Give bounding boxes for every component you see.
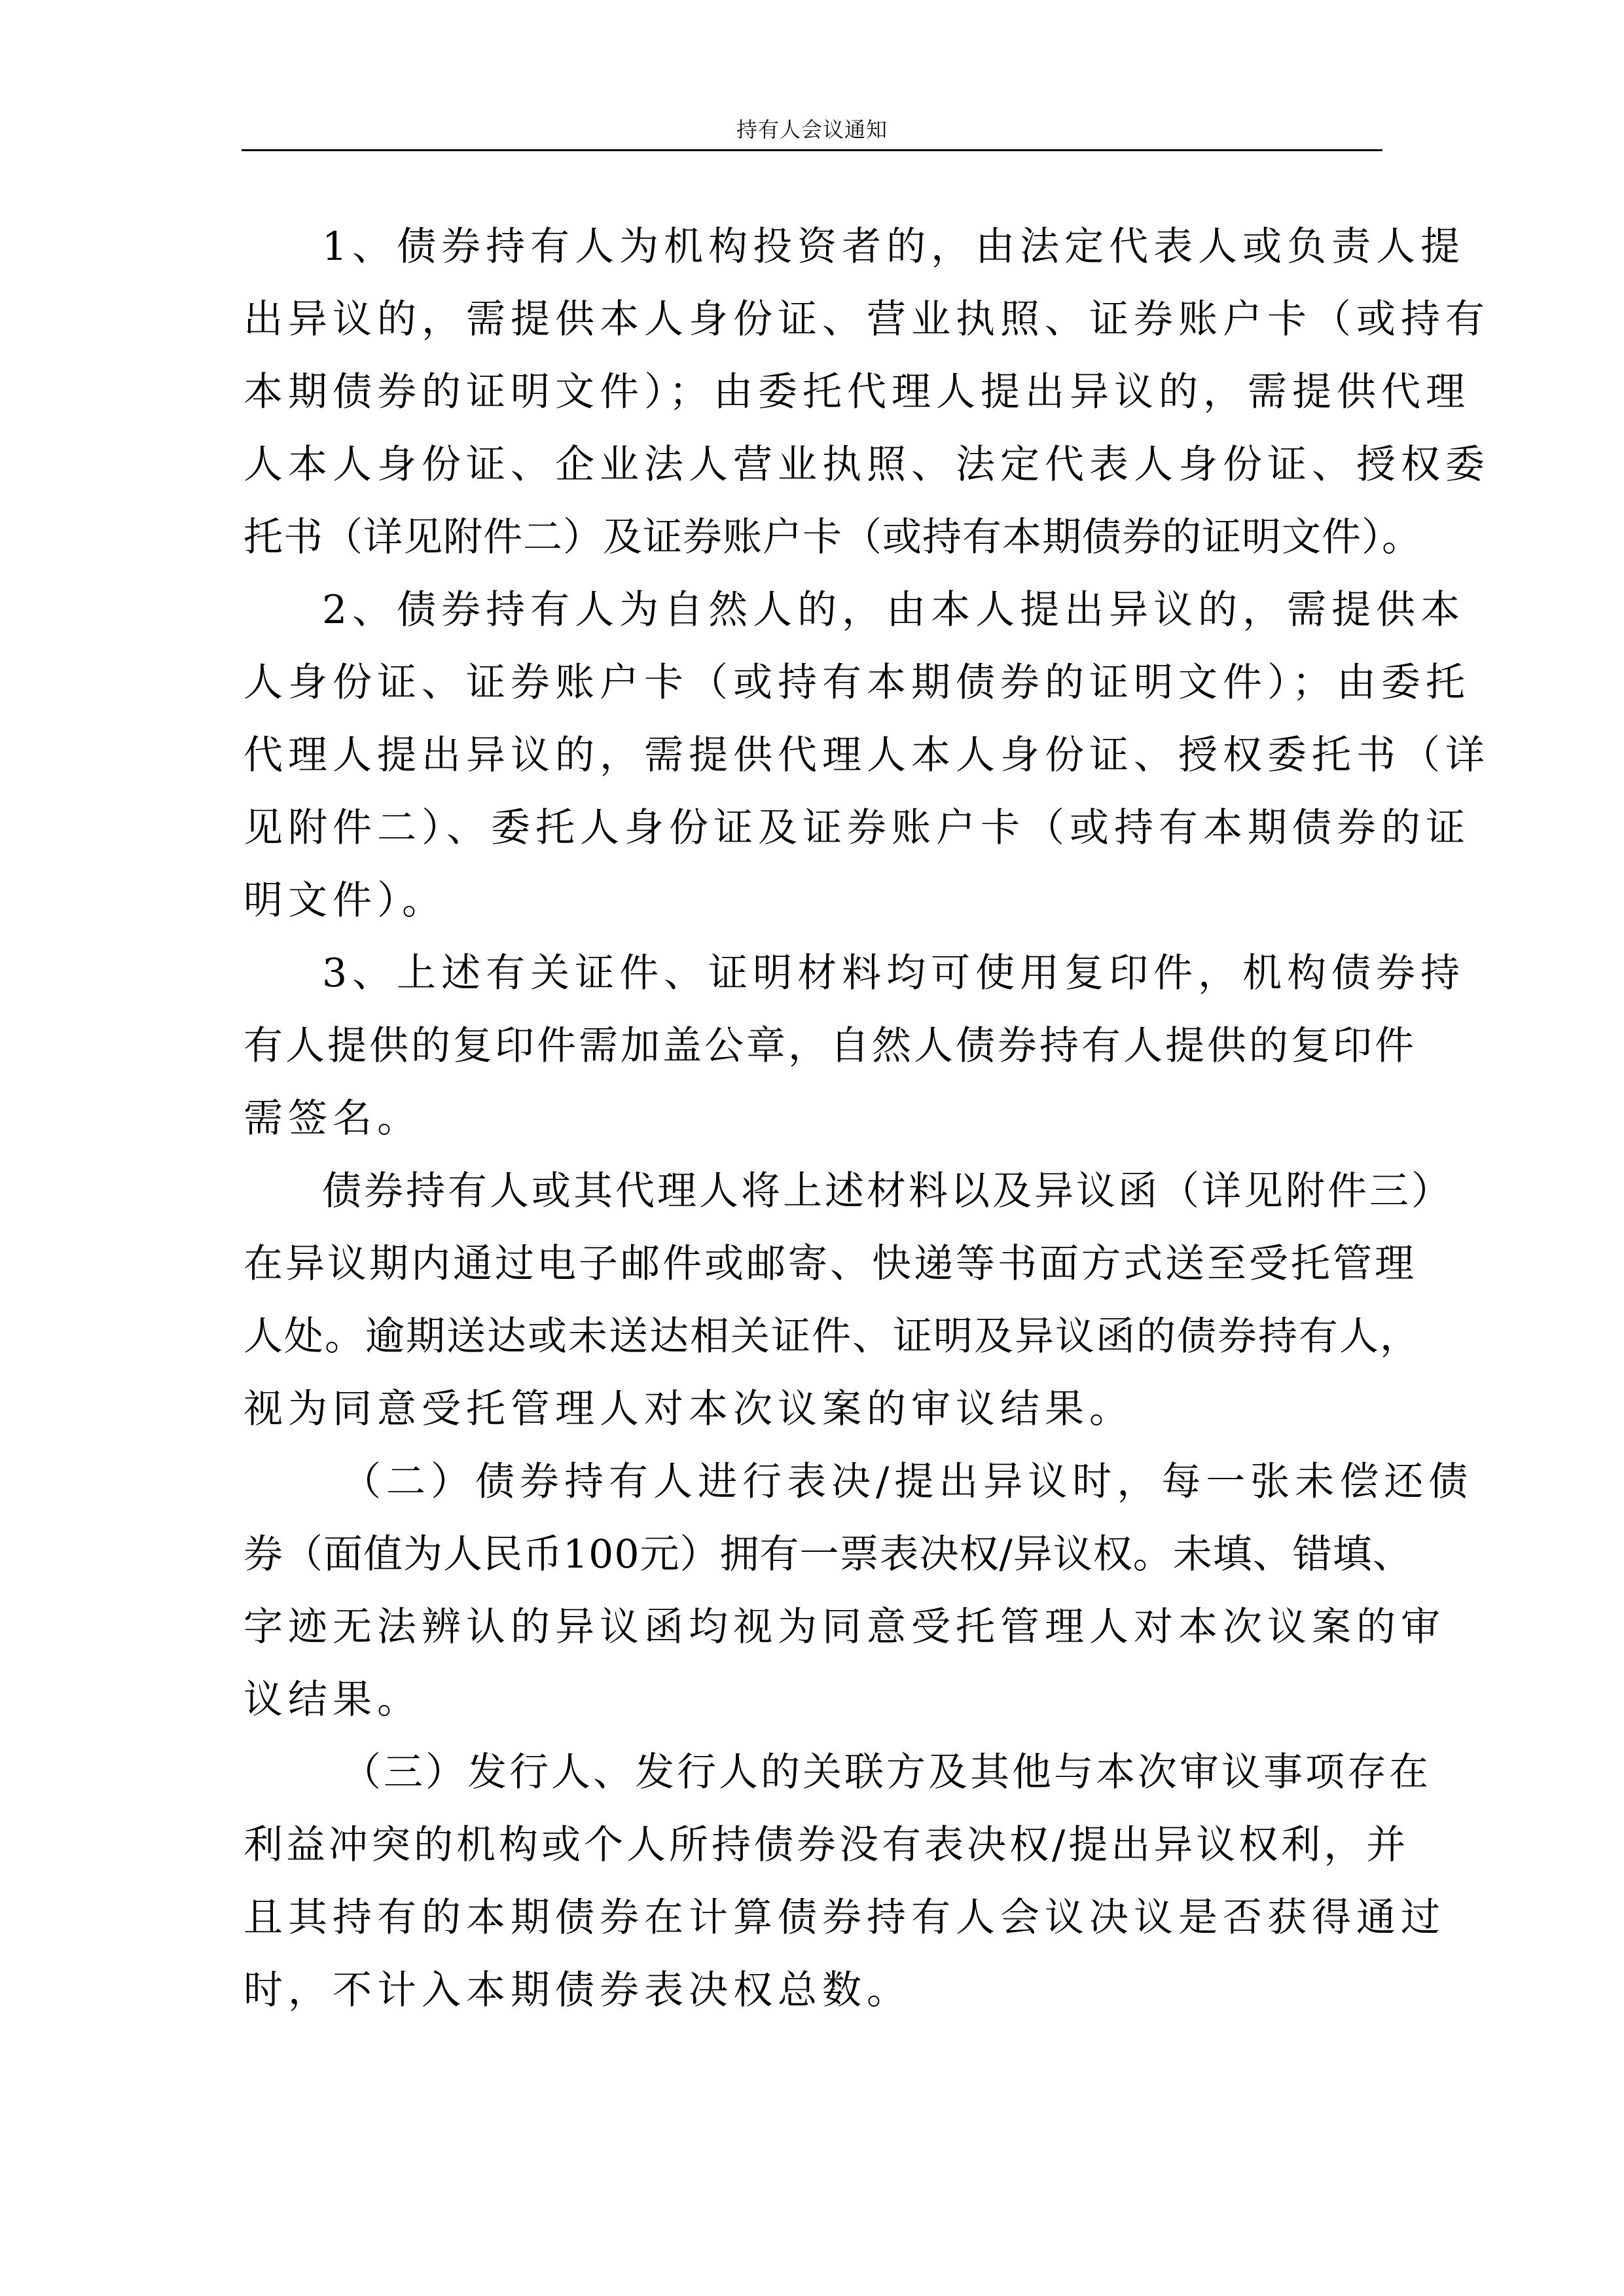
text-line: 有人提供的复印件需加盖公章，自然人债券持有人提供的复印件 xyxy=(244,1023,1416,1069)
text-line: 字迹无法辨认的异议函均视为同意受托管理人对本次议案的审 xyxy=(244,1604,1445,1650)
text-line: 人身份证、证券账户卡（或持有本期债券的证明文件）；由委托 xyxy=(244,660,1470,706)
text-line: 代理人提出异议的，需提供代理人本人身份证、授权委托书（详 xyxy=(244,732,1490,778)
text-line: 人处。逾期送达或未送达相关证件、证明及异议函的债券持有人， xyxy=(244,1314,1420,1359)
text-line: 明文件）。 xyxy=(244,878,446,924)
text-line: 1、债券持有人为机构投资者的，由法定代表人或负责人提 xyxy=(322,224,1466,270)
text-line: 人本人身份证、企业法人营业执照、法定代表人身份证、授权委 xyxy=(244,442,1490,488)
paragraph-item-3 xyxy=(244,937,1466,1155)
header-divider xyxy=(242,149,1382,151)
text-line: 时，不计入本期债券表决权总数。 xyxy=(244,1967,911,2013)
text-line: 在异议期内通过电子邮件或邮寄、快递等书面方式送至受托管理 xyxy=(244,1241,1416,1287)
paragraph-section-2 xyxy=(244,1446,1473,1736)
page-header xyxy=(242,115,1382,153)
text-line: 2、债券持有人为自然人的，由本人提出异议的，需提供本 xyxy=(322,587,1466,633)
paragraph-item-1 xyxy=(244,211,1490,574)
text-line: （二）债券持有人进行表决/提出异议时，每一张未偿还债 xyxy=(342,1459,1473,1505)
text-line: 需签名。 xyxy=(244,1096,422,1141)
text-line: 利益冲突的机构或个人所持债券没有表决权/提出异议权利，并 xyxy=(244,1822,1409,1868)
text-line: 议结果。 xyxy=(244,1677,422,1723)
text-line: 券（面值为人民币100元）拥有一票表决权/异议权。未填、错填、 xyxy=(244,1532,1413,1577)
paragraph-submission xyxy=(244,1155,1453,1446)
text-line: 债券持有人或其代理人将上述材料以及异议函（详见附件三） xyxy=(322,1168,1453,1214)
text-line: 且其持有的本期债券在计算债券持有人会议决议是否获得通过 xyxy=(244,1895,1445,1941)
text-line: 见附件二）、委托人身份证及证券账户卡（或持有本期债券的证 xyxy=(244,805,1470,851)
document-body xyxy=(244,211,1490,2027)
paragraph-item-2 xyxy=(244,574,1490,937)
text-line: 视为同意受托管理人对本次议案的审议结果。 xyxy=(244,1386,1134,1432)
text-line: （三）发行人、发行人的关联方及其他与本次审议事项存在 xyxy=(342,1749,1431,1795)
text-line: 3、上述有关证件、证明材料均可使用复印件，机构债券持 xyxy=(322,950,1466,996)
text-line: 出异议的，需提供本人身份证、营业执照、证券账户卡（或持有 xyxy=(244,296,1490,342)
paragraph-section-3 xyxy=(244,1736,1445,2027)
text-line: 本期债券的证明文件）；由委托代理人提出异议的，需提供代理 xyxy=(244,369,1470,415)
text-line: 托书（详见附件二）及证券账户卡（或持有本期债券的证明文件）。 xyxy=(244,514,1422,560)
header-title: 持有人会议通知 xyxy=(736,117,888,142)
